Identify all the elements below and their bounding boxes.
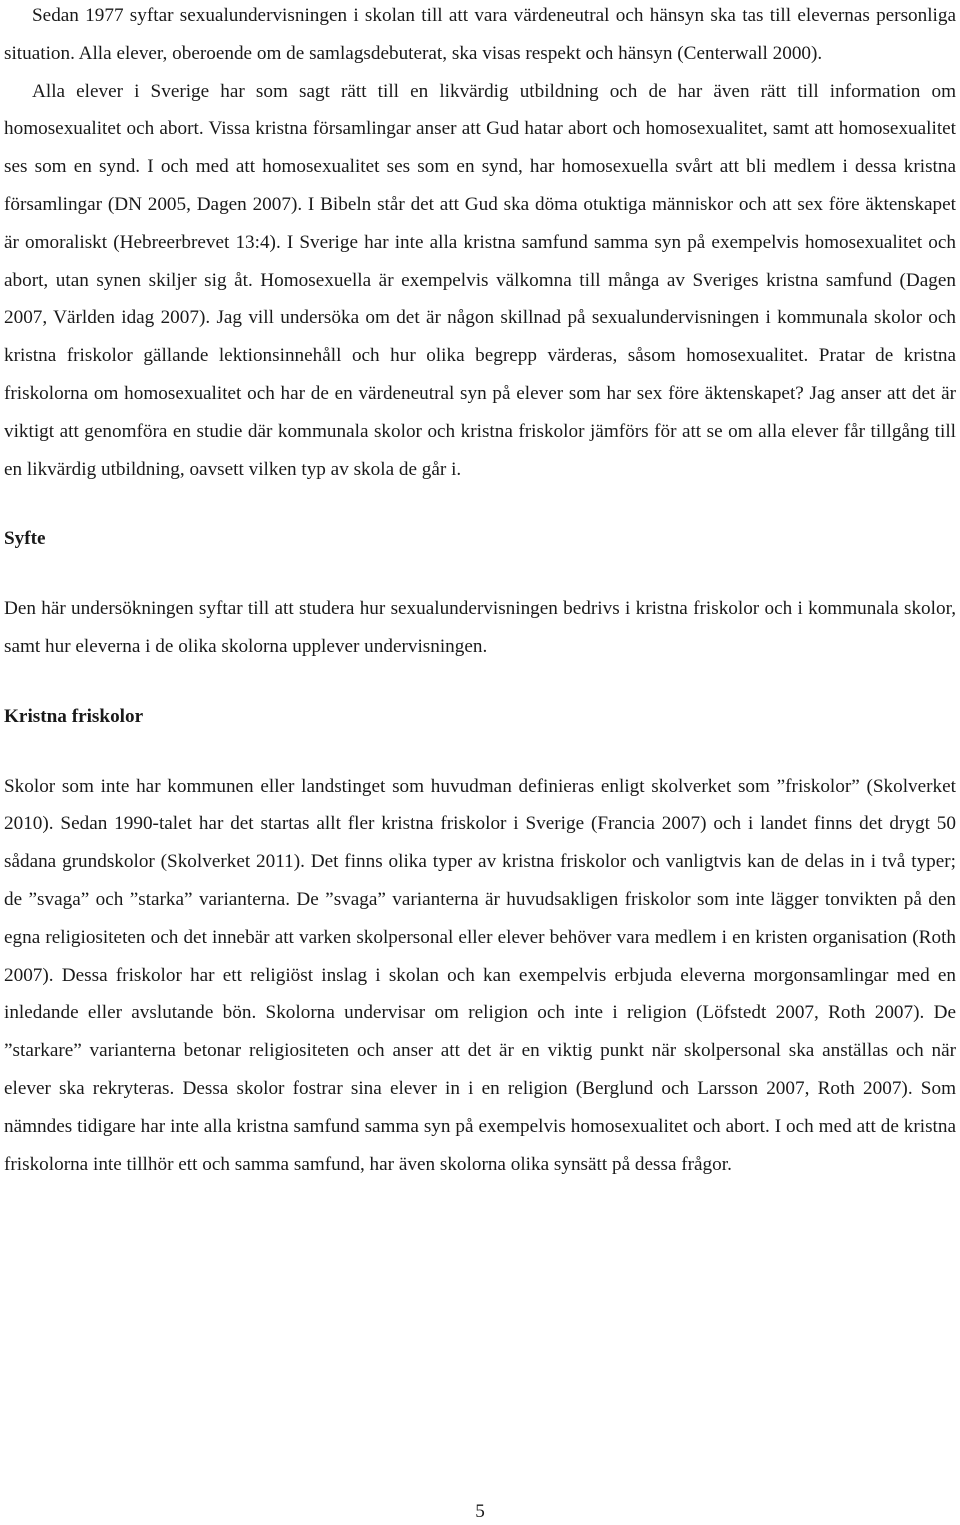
body-paragraph-kristna-friskolor: Skolor som inte har kommunen eller landstinget som huvudman definieras enligt skolverket som ”friskolor” (Skolverket 2010). Sedan 1990-talet har det startas allt fler kristna friskolor i Sverige (Francia 2007) och i landet finns det drygt 50 sådana grundskolor (Skolverket 2011). Det finns olika typer av kristna friskolor och vanligtvis kan de delas in i två typer; de ”svaga” och ”starka” varianterna. De ”svaga” varianterna är huvudsakligen friskolor som inte lägger tonvikten på den egna religiositeten och det innebär att varken skolpersonal eller elever behöver vara medlem i en kristen organisation (Roth 2007). Dessa friskolor har ett religiöst inslag i skolan och kan exempelvis erbjuda eleverna morgonsamlingar med en inledande eller avslutande bön. Skolorna undervisar om religion och inte i religion (Löfstedt 2007, Roth 2007). De ”starkare” varianterna betonar religiositeten och anser att det är en viktig punkt när skolpersonal ska anställas och när elever ska rekryteras. Dessa skolor fostrar sina elever in i en religion (Berglund och Larsson 2007, Roth 2007). Som nämndes tidigare har inte alla kristna samfund samma syn på exempelvis homosexualitet och abort. I och med att de kristna friskolorna inte tillhör ett och samma samfund, har även skolorna olika synsätt på dessa frågor.	[4, 775, 956, 1175]
document-page	[4, 0, 956, 1183]
page-number: 5	[475, 1501, 485, 1522]
body-paragraph: Sedan 1977 syftar sexualundervisningen i skolan till att vara värdeneutral och hänsyn ska tas till elevernas personliga situation. Alla elever, oberoende om de samlagsdebuterat, ska visas respekt och hänsyn (Centerwall 2000).	[4, 5, 956, 64]
body-paragraph: Alla elever i Sverige har som sagt rätt till en likvärdig utbildning och de har även rätt till information om homosexualitet och abort. Vissa kristna församlingar anser att Gud hatar abort och homosexualitet, samt att homosexualitet ses som en synd. I och med att homosexualitet ses som en synd, har homosexuella svårt att bli medlem i dessa kristna församlingar (DN 2005, Dagen 2007). I Bibeln står det att Gud ska döma otuktiga människor och att sex före äktenskapet är omoraliskt (Hebreerbrevet 13:4). I Sverige har inte alla kristna samfund samma syn på exempelvis homosexualitet och abort, utan synen skiljer sig åt. Homosexuella är exempelvis välkomna till många av Sveriges kristna samfund (Dagen 2007, Världen idag 2007). Jag vill undersöka om det är någon skillnad på sexualundervisningen i kommunala skolor och kristna friskolor gällande lektionsinnehåll och hur olika begrepp värderas, såsom homosexualitet. Pratar de kristna friskolorna om homosexualitet och har de en värdeneutral syn på elever som har sex före äktenskapet? Jag anser att det är viktigt att genomföra en studie där kommunala skolor och kristna friskolor jämförs för att se om alla elever får tillgång till en likvärdig utbildning, oavsett vilken typ av skola de går i.	[4, 80, 956, 480]
section-heading-kristna-friskolor: Kristna friskolor	[4, 705, 144, 727]
body-paragraph-syfte: Den här undersökningen syftar till att studera hur sexualundervisningen bedrivs i kristna friskolor och i kommunala skolor, samt hur eleverna i de olika skolorna upplever undervisningen.	[4, 598, 956, 657]
section-heading-syfte: Syfte	[4, 528, 46, 550]
